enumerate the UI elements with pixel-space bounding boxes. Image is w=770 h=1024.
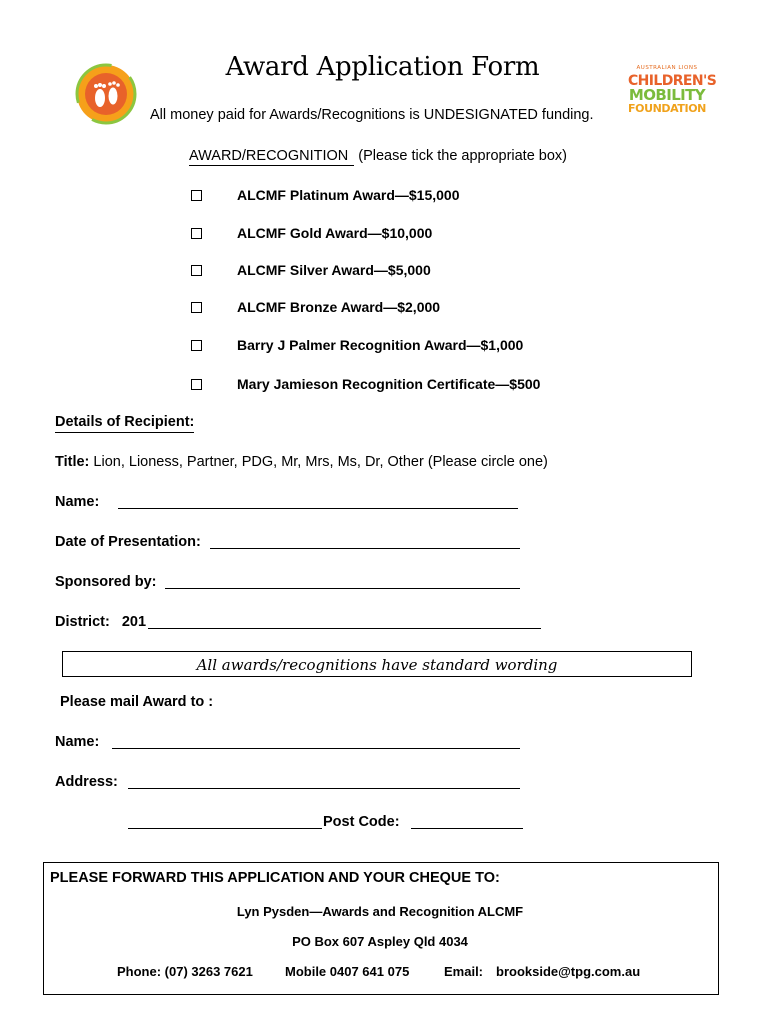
- foundation-logo: [628, 65, 717, 115]
- award-option-label: ALCMF Silver Award—$5,000: [237, 262, 431, 278]
- postcode-field[interactable]: [411, 828, 523, 829]
- mail-name-label: Name:: [55, 734, 100, 750]
- mail-heading: Please mail Award to :: [60, 694, 214, 710]
- standard-wording-note: All awards/recognitions have standard wording: [62, 651, 692, 677]
- award-option-mary-jamieson[interactable]: [191, 376, 540, 392]
- award-option-label: Barry J Palmer Recognition Award—$1,000: [237, 337, 524, 353]
- forward-mobile: Mobile 0407 641 075: [285, 964, 410, 979]
- district-prefix: 201: [121, 614, 147, 630]
- date-label: Date of Presentation:: [55, 534, 201, 550]
- sponsor-field[interactable]: [165, 588, 520, 589]
- recipient-name-label: Name:: [55, 494, 100, 510]
- date-field[interactable]: [210, 548, 520, 549]
- district-label-text: District:: [55, 614, 110, 630]
- award-option-label: ALCMF Platinum Award—$15,000: [237, 187, 460, 203]
- award-option-bronze[interactable]: [191, 299, 440, 315]
- logo-line-3: MOBILITY: [628, 85, 706, 104]
- district-label: [55, 614, 146, 630]
- mail-name-field[interactable]: [112, 748, 520, 749]
- award-option-platinum[interactable]: [191, 187, 460, 203]
- award-heading: [189, 148, 567, 164]
- award-option-label: ALCMF Gold Award—$10,000: [237, 225, 433, 241]
- form-subtitle: All money paid for Awards/Recognitions is UNDESIGNATED funding.: [150, 107, 594, 123]
- title-label: Title:: [55, 454, 90, 470]
- award-option-barry-palmer[interactable]: [191, 337, 523, 353]
- recipient-heading: Details of Recipient:: [55, 414, 194, 433]
- award-heading-label: AWARD/RECOGNITION: [189, 148, 354, 166]
- award-instruction: (Please tick the appropriate box): [358, 148, 568, 164]
- logo-line-4: FOUNDATION: [628, 101, 706, 115]
- award-option-gold[interactable]: [191, 225, 432, 241]
- forward-address: PO Box 607 Aspley Qld 4034: [292, 934, 468, 949]
- district-field[interactable]: [148, 628, 541, 629]
- logo-line-2: CHILDREN'S: [628, 72, 717, 89]
- forward-contact: Lyn Pysden—Awards and Recognition ALCMF: [236, 904, 524, 919]
- award-option-silver[interactable]: [191, 262, 431, 278]
- forward-email-label: Email:: [444, 964, 484, 979]
- checkbox[interactable]: [191, 190, 202, 201]
- checkbox[interactable]: [191, 302, 202, 313]
- forward-phone: Phone: (07) 3263 7621: [117, 964, 253, 979]
- address-field[interactable]: [128, 788, 520, 789]
- title-options[interactable]: Lion, Lioness, Partner, PDG, Mr, Mrs, Ms, Dr, Other (Please circle one): [93, 454, 548, 470]
- checkbox[interactable]: [191, 265, 202, 276]
- forward-email[interactable]: brookside@tpg.com.au: [496, 964, 641, 979]
- address-line-2-field[interactable]: [128, 828, 322, 829]
- form-title: Award Application Form: [225, 52, 540, 82]
- logo-line-1: AUSTRALIAN LIONS: [636, 65, 698, 71]
- recipient-name-field[interactable]: [118, 508, 518, 509]
- checkbox[interactable]: [191, 340, 202, 351]
- checkbox[interactable]: [191, 228, 202, 239]
- forward-heading: PLEASE FORWARD THIS APPLICATION AND YOUR CHEQUE TO:: [50, 870, 500, 886]
- postcode-label: Post Code:: [323, 814, 400, 830]
- award-option-label: ALCMF Bronze Award—$2,000: [237, 299, 441, 315]
- sponsor-label: Sponsored by:: [55, 574, 157, 590]
- checkbox[interactable]: [191, 379, 202, 390]
- title-row: [55, 454, 548, 470]
- award-option-label: Mary Jamieson Recognition Certificate—$500: [237, 376, 541, 392]
- address-label: Address:: [55, 774, 118, 790]
